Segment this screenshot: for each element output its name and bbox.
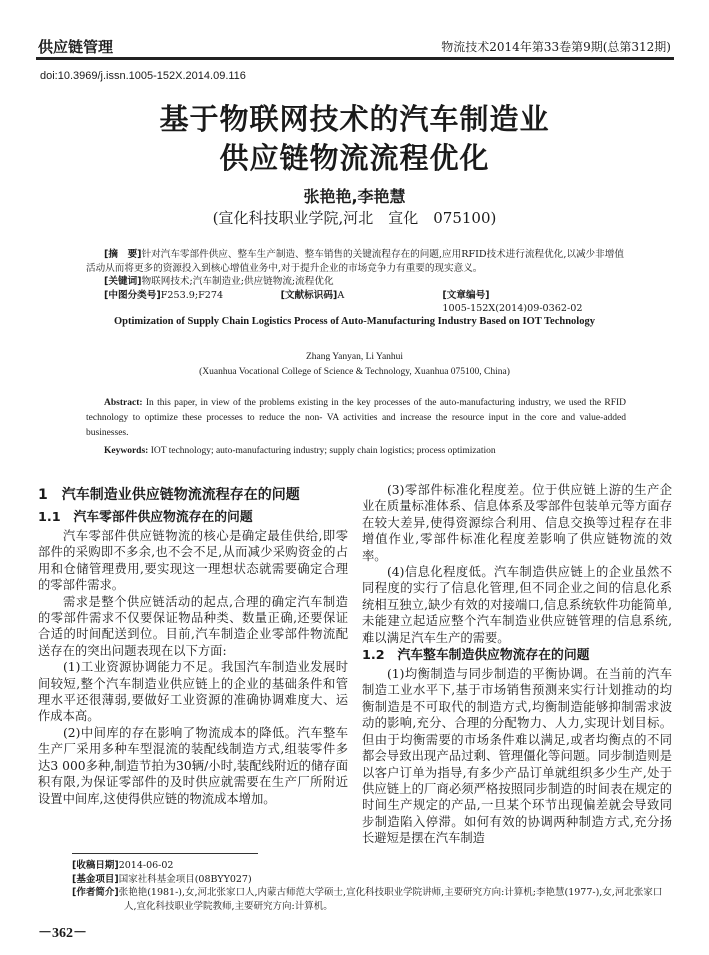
section-heading-1-1: 1.1 汽车零部件供应物流存在的问题 [38, 510, 253, 525]
abstract-label: [摘 要] [104, 249, 142, 260]
paragraph: (3)零部件标准化程度差。位于供应链上游的生产企业在质量标准体系、信息体系及零部件包装单元等方面存在较大差异,使得资源综合利用、信息交换等过程存在非增值作业,零部件标准化程度差影响了供应链物流的效率。 [362, 483, 672, 563]
paragraph: 需求是整个供应链活动的起点,合理的确定汽车制造的零部件需求不仅要保证物品种类、数量正确,还要保证合适的时间配送到位。目前,汽车制造企业零部件物流配送存在的突出问题表现在以下方面: [38, 594, 348, 658]
received-label: [收稿日期] [72, 860, 119, 871]
paragraph: (1)均衡制造与同步制造的平衡协调。在当前的汽车制造工业水平下,基于市场销售预测来实行计划推动的均衡制造是不可取代的制造方式,均衡制造能够抑制需求波动的影响,充分、合理的分配物力、人力,实现计划目标。但由于均衡需要的市场条件难以满足,或者均衡点的不同都会导致出现产品过剩、管理僵化等问题。同步制造则是以客户订单为指导,有多少产品订单就组织多少生产,处于供应链上的厂商必须严格按照同步制造的时间表在规定的时间生产规定的产品,一旦某个环节出现偏差就会导致同步制造陷入停滞。如何有效的协调两种制造方式,充分扬长避短是摆在汽车制造 [362, 667, 672, 846]
keywords-label: [关键词] [104, 276, 142, 287]
doccode-value: A [337, 289, 345, 301]
fund-text: 国家社科基金项目(08BYY027) [118, 873, 252, 885]
footnotes [72, 859, 672, 913]
abstract-text: 针对汽车零部件供应、整车生产制造、整车销售的关键流程存在的问题,应用RFID技术进行流程优化,以减少非增值活动从而将更多的资源投入到核心增值业务中,对于提升企业的市场竞争力有重要的现实意义。 [86, 249, 624, 274]
section-heading-1: 1 汽车制造业供应链物流流程存在的问题 [38, 487, 300, 503]
english-abstract [86, 396, 626, 459]
title-line-2: 供应链物流流程优化 [219, 141, 490, 175]
clc-value: F253.9;F274 [160, 289, 224, 301]
author-bio-text: 张艳艳(1981-),女,河北张家口人,内蒙古师范大学硕士,宣化科技职业学院讲师,主要研究方向:计算机;李艳慧(1977-),女,河北张家口人,宣化科技职业学院教师,主要研究方向:计算机。 [118, 887, 663, 912]
right-column [362, 482, 672, 847]
en-keywords-label: Keywords: [104, 446, 149, 456]
keywords-text: 物联网技术;汽车制造业;供应链物流;流程优化 [141, 276, 334, 287]
chinese-abstract [86, 248, 626, 316]
english-authors: Zhang Yanyan, Li Yanhui [305, 352, 404, 362]
affiliation: (宣化科技职业学院,河北 宣化 075100) [212, 209, 497, 227]
article-no-label: [文章编号] [442, 289, 490, 301]
doi: doi:10.3969/j.issn.1005-152X.2014.09.116 [40, 70, 246, 82]
english-title: Optimization of Supply Chain Logistics Process of Auto-Manufacturing Industry Based on IOT Technology [114, 316, 595, 327]
left-column [38, 484, 348, 807]
paragraph: 汽车零部件供应链物流的核心是确定最佳供给,即零部件的采购即不多余,也不会不足,从而减少采购资金的占用和仓储管理费用,要实现这一理想状态就需要确定合理的零部件需求。 [38, 529, 348, 593]
fund-label: [基金项目] [72, 873, 119, 885]
paper-title [0, 100, 709, 178]
title-line-1: 基于物联网技术的汽车制造业 [159, 102, 550, 136]
author-bio-label: [作者简介] [72, 887, 119, 898]
paragraph: (2)中间库的存在影响了物流成本的降低。汽车整车生产厂采用多种车型混流的装配线制造方式,组装零件多达3 000多种,制造节拍为30辆/小时,装配线附近的储存面积有限,为保证零部件的及时供应就需要在生产厂所附近设置中间库,这使得供应链的物流成本增加。 [38, 725, 348, 806]
running-header-journal: 物流技术2014年第33卷第9期(总第312期) [441, 40, 671, 54]
footnote-rule [72, 853, 258, 854]
header-rule [36, 57, 674, 60]
running-header-section: 供应链管理 [38, 38, 114, 56]
doccode-label: [文献标识码] [280, 289, 338, 301]
authors: 张艳艳,李艳慧 [303, 187, 406, 206]
page-number: －362－ [38, 926, 87, 941]
section-heading-1-2: 1.2 汽车整车制造供应物流存在的问题 [362, 648, 590, 664]
clc-label: [中图分类号] [104, 289, 161, 301]
paragraph: (4)信息化程度低。汽车制造供应链上的企业虽然不同程度的实行了信息化管理,但不同企业之间的信息化系统相互独立,缺少有效的对接端口,信息系统软件功能简单,未能建立起适应整个汽车制造业供应链管理的信息系统,难以满足汽车生产的需要。 [362, 565, 672, 645]
article-no-value: 1005-152X(2014)09-0362-02 [442, 303, 583, 314]
received-date: 2014-06-02 [118, 860, 174, 871]
paragraph: (1)工业资源协调能力不足。我国汽车制造业发展时间较短,整个汽车制造业供应链上的企业的基础条件和管理水平还很薄弱,要做好工业资源的准确协调难度大、运作成本高。 [38, 660, 348, 724]
english-affiliation: (Xuanhua Vocational College of Science & Technology, Xuanhua 075100, China) [199, 367, 510, 377]
en-abstract-label: Abstract: [104, 398, 143, 408]
en-abstract-text: In this paper, in view of the problems existing in the key processes of the auto-manufacturing industry, we used the RFID technology to optimize these processes to reduce the non- VA activities and increase the resource input in the core and value-added businesses. [86, 398, 626, 438]
en-keywords-text: IOT technology; auto-manufacturing industry; supply chain logistics; process optimization [148, 446, 496, 456]
